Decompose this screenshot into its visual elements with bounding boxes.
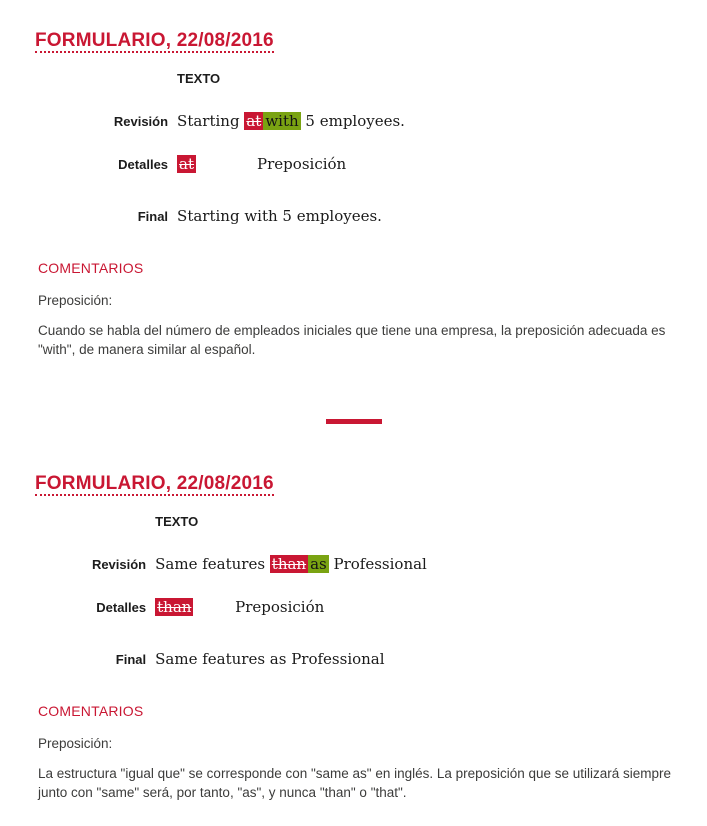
final-text: Starting with 5 employees. <box>177 207 382 225</box>
comment-topic: Preposición: <box>38 736 113 751</box>
inserted-word-highlight: with <box>265 112 299 130</box>
final-text: Same features as Professional <box>155 650 385 668</box>
detalles-label: Detalles <box>96 600 147 615</box>
texto-header: TEXTO <box>177 71 221 86</box>
comment-body: La estructura "igual que" se corresponde con "same as" en inglés. La preposición que se utilizará siempre junto con "same" será, por tanto, "as", y nunca "than" o "that". <box>38 766 672 800</box>
comentarios-heading: COMENTARIOS <box>38 260 144 276</box>
comment-topic: Preposición: <box>38 293 113 308</box>
texto-table <box>0 513 582 670</box>
detalles-text <box>155 597 325 618</box>
final-label: Final <box>137 209 169 224</box>
revision-text <box>155 555 427 573</box>
texto-header-row <box>177 70 405 88</box>
form-title <box>35 32 707 53</box>
deleted-word-tag: than <box>157 598 192 616</box>
texto-table <box>0 70 582 227</box>
revision-row <box>91 554 427 575</box>
revision-text <box>177 112 405 130</box>
error-category: Preposición <box>257 155 347 173</box>
revision-pre-text: Starting <box>177 112 245 130</box>
comment-body: Cuando se habla del número de empleados iniciales que tiene una empresa, la preposición adecuada es "with", de manera similar al español. <box>38 323 666 357</box>
revision-label: Revisión <box>91 557 147 572</box>
comentarios-heading: COMENTARIOS <box>38 703 144 719</box>
final-label: Final <box>115 652 147 667</box>
form-title-text: FORMULARIO, 22/08/2016 <box>35 30 274 51</box>
detalles-row <box>96 597 427 618</box>
detalles-label: Detalles <box>118 157 169 172</box>
revision-row <box>113 111 405 132</box>
revision-post-text: 5 employees. <box>300 112 405 130</box>
form-title <box>35 475 707 496</box>
form-title-text: FORMULARIO, 22/08/2016 <box>35 473 274 494</box>
final-row <box>115 649 427 670</box>
revision-pre-text: Same features <box>155 555 270 573</box>
comentarios-section <box>38 703 690 802</box>
deleted-word-highlight: at <box>246 112 262 130</box>
deleted-word-tag: at <box>179 155 195 173</box>
texto-header-row <box>155 513 427 531</box>
formulario-section-2 <box>0 424 707 802</box>
detalles-row <box>118 154 405 175</box>
deleted-word-highlight: than <box>271 555 307 573</box>
formulario-section-1 <box>0 0 707 359</box>
comentarios-section <box>38 260 690 359</box>
texto-header: TEXTO <box>155 514 199 529</box>
error-category: Preposición <box>235 598 325 616</box>
final-row <box>137 206 405 227</box>
revision-post-text: Professional <box>328 555 427 573</box>
inserted-word-highlight: as <box>310 555 327 573</box>
revision-label: Revisión <box>113 114 169 129</box>
detalles-text <box>177 154 347 175</box>
